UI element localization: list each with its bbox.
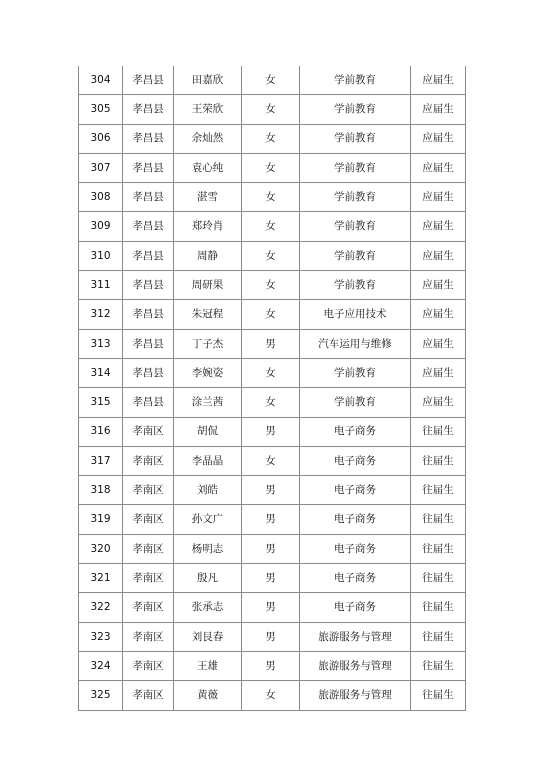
county-cell: 孝南区 [123, 417, 174, 446]
county-cell: 孝昌县 [123, 241, 174, 270]
row-number-cell: 321 [79, 564, 123, 593]
graduate-type-cell: 往届生 [411, 534, 466, 563]
major-cell: 电子商务 [300, 417, 411, 446]
county-cell: 孝南区 [123, 564, 174, 593]
row-number-cell: 319 [79, 505, 123, 534]
graduate-type-cell: 往届生 [411, 681, 466, 710]
table-row [79, 124, 466, 153]
table-row [79, 417, 466, 446]
major-cell: 学前教育 [300, 124, 411, 153]
county-cell: 孝昌县 [123, 358, 174, 387]
major-cell: 学前教育 [300, 153, 411, 182]
major-cell: 学前教育 [300, 66, 411, 95]
graduate-type-cell: 往届生 [411, 505, 466, 534]
student-name-cell: 王雄 [174, 651, 242, 680]
major-cell: 学前教育 [300, 271, 411, 300]
gender-cell: 男 [242, 651, 300, 680]
student-name-cell: 李婉姿 [174, 358, 242, 387]
student-name-cell: 涂兰茜 [174, 388, 242, 417]
gender-cell: 男 [242, 329, 300, 358]
table-row [79, 622, 466, 651]
major-cell: 学前教育 [300, 241, 411, 270]
row-number-cell: 318 [79, 476, 123, 505]
gender-cell: 女 [242, 271, 300, 300]
student-name-cell: 刘艮春 [174, 622, 242, 651]
gender-cell: 女 [242, 358, 300, 387]
gender-cell: 女 [242, 300, 300, 329]
gender-cell: 男 [242, 476, 300, 505]
table-row [79, 241, 466, 270]
student-name-cell: 刘皓 [174, 476, 242, 505]
gender-cell: 男 [242, 564, 300, 593]
table-row [79, 66, 466, 95]
row-number-cell: 310 [79, 241, 123, 270]
major-cell: 电子商务 [300, 534, 411, 563]
table-row [79, 476, 466, 505]
gender-cell: 女 [242, 212, 300, 241]
table-row [79, 183, 466, 212]
major-cell: 电子商务 [300, 505, 411, 534]
student-name-cell: 丁子杰 [174, 329, 242, 358]
county-cell: 孝南区 [123, 534, 174, 563]
table-row [79, 153, 466, 182]
student-name-cell: 王荣欣 [174, 95, 242, 124]
row-number-cell: 315 [79, 388, 123, 417]
row-number-cell: 305 [79, 95, 123, 124]
graduate-type-cell: 应届生 [411, 388, 466, 417]
row-number-cell: 306 [79, 124, 123, 153]
major-cell: 学前教育 [300, 212, 411, 241]
gender-cell: 女 [242, 446, 300, 475]
graduate-type-cell: 往届生 [411, 593, 466, 622]
table-row [79, 681, 466, 710]
row-number-cell: 313 [79, 329, 123, 358]
graduate-type-cell: 往届生 [411, 622, 466, 651]
table-row [79, 329, 466, 358]
table-row [79, 446, 466, 475]
student-name-cell: 湛雪 [174, 183, 242, 212]
graduate-type-cell: 往届生 [411, 417, 466, 446]
graduate-type-cell: 往届生 [411, 446, 466, 475]
student-name-cell: 周静 [174, 241, 242, 270]
row-number-cell: 308 [79, 183, 123, 212]
major-cell: 学前教育 [300, 95, 411, 124]
student-name-cell: 杨明志 [174, 534, 242, 563]
table-row [79, 300, 466, 329]
county-cell: 孝昌县 [123, 95, 174, 124]
county-cell: 孝昌县 [123, 183, 174, 212]
gender-cell: 女 [242, 95, 300, 124]
row-number-cell: 309 [79, 212, 123, 241]
county-cell: 孝昌县 [123, 124, 174, 153]
county-cell: 孝南区 [123, 476, 174, 505]
student-name-cell: 孙文广 [174, 505, 242, 534]
major-cell: 电子商务 [300, 476, 411, 505]
major-cell: 旅游服务与管理 [300, 681, 411, 710]
graduate-type-cell: 应届生 [411, 124, 466, 153]
student-name-cell: 田嘉欣 [174, 66, 242, 95]
county-cell: 孝南区 [123, 651, 174, 680]
student-name-cell: 周研果 [174, 271, 242, 300]
major-cell: 汽车运用与维修 [300, 329, 411, 358]
major-cell: 电子商务 [300, 564, 411, 593]
major-cell: 电子应用技术 [300, 300, 411, 329]
table-row [79, 651, 466, 680]
table-row [79, 564, 466, 593]
major-cell: 旅游服务与管理 [300, 651, 411, 680]
gender-cell: 女 [242, 241, 300, 270]
table-row [79, 505, 466, 534]
county-cell: 孝南区 [123, 505, 174, 534]
table-row [79, 358, 466, 387]
row-number-cell: 312 [79, 300, 123, 329]
student-name-cell: 殷凡 [174, 564, 242, 593]
row-number-cell: 322 [79, 593, 123, 622]
county-cell: 孝南区 [123, 681, 174, 710]
major-cell: 电子商务 [300, 446, 411, 475]
roster-body [79, 66, 466, 710]
table-row [79, 388, 466, 417]
student-name-cell: 郑玲肖 [174, 212, 242, 241]
graduate-type-cell: 应届生 [411, 183, 466, 212]
row-number-cell: 314 [79, 358, 123, 387]
county-cell: 孝昌县 [123, 271, 174, 300]
student-name-cell: 李晶晶 [174, 446, 242, 475]
row-number-cell: 304 [79, 66, 123, 95]
graduate-type-cell: 应届生 [411, 329, 466, 358]
gender-cell: 男 [242, 505, 300, 534]
graduate-type-cell: 应届生 [411, 212, 466, 241]
gender-cell: 女 [242, 66, 300, 95]
graduate-type-cell: 应届生 [411, 95, 466, 124]
gender-cell: 男 [242, 593, 300, 622]
graduate-type-cell: 往届生 [411, 651, 466, 680]
table-row [79, 593, 466, 622]
gender-cell: 男 [242, 417, 300, 446]
row-number-cell: 323 [79, 622, 123, 651]
student-name-cell: 黄薇 [174, 681, 242, 710]
major-cell: 学前教育 [300, 358, 411, 387]
county-cell: 孝南区 [123, 622, 174, 651]
student-name-cell: 朱冠程 [174, 300, 242, 329]
major-cell: 学前教育 [300, 388, 411, 417]
county-cell: 孝昌县 [123, 329, 174, 358]
major-cell: 旅游服务与管理 [300, 622, 411, 651]
row-number-cell: 311 [79, 271, 123, 300]
gender-cell: 女 [242, 153, 300, 182]
county-cell: 孝昌县 [123, 212, 174, 241]
gender-cell: 男 [242, 622, 300, 651]
graduate-type-cell: 往届生 [411, 564, 466, 593]
row-number-cell: 316 [79, 417, 123, 446]
graduate-type-cell: 应届生 [411, 241, 466, 270]
gender-cell: 女 [242, 388, 300, 417]
row-number-cell: 317 [79, 446, 123, 475]
county-cell: 孝南区 [123, 446, 174, 475]
major-cell: 电子商务 [300, 593, 411, 622]
gender-cell: 男 [242, 534, 300, 563]
county-cell: 孝昌县 [123, 66, 174, 95]
student-name-cell: 袁心纯 [174, 153, 242, 182]
gender-cell: 女 [242, 183, 300, 212]
gender-cell: 女 [242, 124, 300, 153]
graduate-type-cell: 应届生 [411, 271, 466, 300]
county-cell: 孝昌县 [123, 300, 174, 329]
gender-cell: 女 [242, 681, 300, 710]
row-number-cell: 320 [79, 534, 123, 563]
row-number-cell: 325 [79, 681, 123, 710]
county-cell: 孝昌县 [123, 388, 174, 417]
graduate-type-cell: 应届生 [411, 66, 466, 95]
county-cell: 孝南区 [123, 593, 174, 622]
graduate-type-cell: 应届生 [411, 358, 466, 387]
table-row [79, 95, 466, 124]
table-row [79, 212, 466, 241]
student-name-cell: 余灿然 [174, 124, 242, 153]
county-cell: 孝昌县 [123, 153, 174, 182]
row-number-cell: 307 [79, 153, 123, 182]
student-name-cell: 胡侃 [174, 417, 242, 446]
major-cell: 学前教育 [300, 183, 411, 212]
graduate-type-cell: 往届生 [411, 476, 466, 505]
student-roster-table [78, 66, 466, 711]
row-number-cell: 324 [79, 651, 123, 680]
table-row [79, 534, 466, 563]
graduate-type-cell: 应届生 [411, 300, 466, 329]
student-name-cell: 张承志 [174, 593, 242, 622]
table-row [79, 271, 466, 300]
graduate-type-cell: 应届生 [411, 153, 466, 182]
